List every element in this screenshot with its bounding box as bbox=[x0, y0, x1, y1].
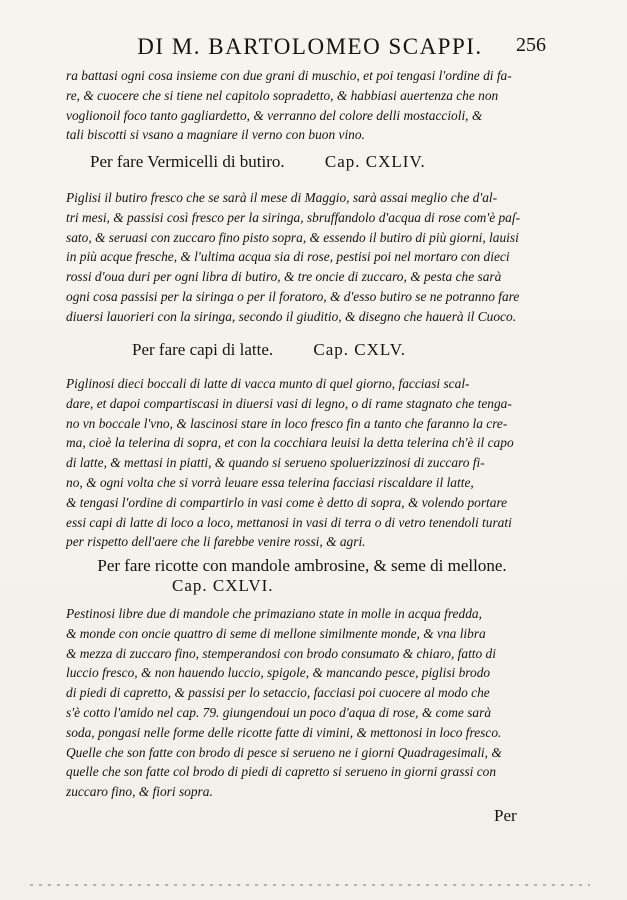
text-line: & monde con oncie quattro di seme di mellone similmente monde, & vna libra bbox=[66, 625, 486, 641]
text-line: in più acque fresche, & l'ultima acqua sia di rose, pestisi poi nel mortaro con dieci bbox=[66, 249, 510, 265]
text-block-cap144 bbox=[66, 188, 538, 327]
text-line: di piedi di capretto, & passisi per lo setaccio, facciasi poi cuocere al modo che bbox=[66, 685, 490, 701]
running-head: DI M. BARTOLOMEO SCAPPI. bbox=[137, 34, 483, 59]
page-number: 256 bbox=[516, 34, 546, 56]
chapter-number: Cap. CXLV. bbox=[313, 340, 407, 359]
chapter-title: Per fare Vermicelli di butiro. bbox=[90, 152, 285, 171]
text-line: tri mesi, & passisi così fresco per la siringa, sbruffandolo d'acqua di rose com'è paſ- bbox=[66, 209, 521, 225]
text-block-cap145 bbox=[66, 374, 538, 552]
chapter-number: Cap. CXLIV. bbox=[324, 152, 426, 171]
text-block-intro bbox=[66, 66, 538, 145]
text-line: di latte, & mettasi in piatti, & quando si serueno spoluerizzinosi di zuccaro fi- bbox=[66, 455, 485, 471]
catchword: Per bbox=[494, 806, 517, 825]
text-line: Piglisi il butiro fresco che se sarà il mese di Maggio, sarà assai meglio che d'al- bbox=[66, 190, 498, 205]
text-block-cap146 bbox=[66, 604, 538, 802]
chapter-number-146-line bbox=[150, 576, 450, 596]
text-line: no vn boccale l'vno, & lascinosi stare in loco fresco fin a tanto che faranno la cre- bbox=[66, 415, 508, 431]
text-line: tali biscotti si vsano a magniare il verno con buon vino. bbox=[66, 127, 365, 143]
page-edge-ornament bbox=[30, 884, 590, 886]
text-line: sato, & seruasi con zuccaro fino pisto sopra, & essendo il butiro di più giorni, lauisi bbox=[66, 229, 519, 245]
text-line: & tengasi l'ordine di compartirlo in vasi come è detto di sopra, & volendo portare bbox=[66, 494, 508, 510]
text-line: quelle che son fatte col brodo di piedi di capretto si serueno in giorni grassi con bbox=[66, 764, 497, 780]
chapter-heading-146 bbox=[66, 556, 538, 576]
text-line: zuccaro fino, & fiori sopra. bbox=[66, 784, 213, 800]
text-line: & mezza di zuccaro fino, stemperandosi con brodo consumato & chiaro, fatto di bbox=[66, 645, 496, 661]
text-line: ogni cosa passisi per la siringa o per il foratoro, & d'esso butiro se ne potranno fare bbox=[66, 288, 520, 304]
chapter-number: Cap. CXLVI. bbox=[172, 576, 274, 595]
text-line: luccio fresco, & non hauendo luccio, spigole, & mancando pesce, piglisi brodo bbox=[66, 665, 491, 681]
text-line: essi capi di latte di loco a loco, mettanosi in vasi di terra o di vetro tenendoli turati bbox=[66, 514, 512, 530]
text-line: ra battasi ogni cosa insieme con due grani di muschio, et poi tengasi l'ordine di fa- bbox=[66, 68, 512, 83]
text-line: soda, pongasi nelle forme delle ricotte fatte di vimini, & mettonosi in loco fresco. bbox=[66, 724, 502, 740]
chapter-heading-145 bbox=[66, 340, 538, 360]
text-line: rossi d'oua duri per ogni libra di butiro, & tre oncie di zuccaro, & pesta che sarà bbox=[66, 269, 502, 285]
text-line: diuersi lauorieri con la siringa, secondo il giuditio, & disegno che hauerà il Cuoco. bbox=[66, 308, 517, 324]
text-line: re, & cuocere che si tiene nel capitolo sopradetto, & habbiasi auertenza che non bbox=[66, 87, 499, 103]
chapter-title: Per fare ricotte con mandole ambrosine, & seme di mellone. bbox=[97, 556, 507, 575]
text-line: Piglinosi dieci boccali di latte di vacca munto di quel giorno, facciasi scal- bbox=[66, 376, 470, 391]
text-line: no, & ogni volta che si vorrà leuare essa telerina facciasi riscaldare il latte, bbox=[66, 474, 474, 490]
text-line: per rispetto dell'aere che li farebbe venire rossi, & agri. bbox=[66, 534, 366, 550]
text-line: voglionoil foco tanto gagliardetto, & verranno del colore delli mostaccioli, & bbox=[66, 107, 483, 123]
text-line: Quelle che son fatte con brodo di pesce si serueno ne i giorni Quadragesimali, & bbox=[66, 744, 502, 760]
chapter-title: Per fare capi di latte. bbox=[132, 340, 274, 359]
text-line: ma, cioè la telerina di sopra, et con la cocchiara leuisi la detta telerina ch'è il capo bbox=[66, 435, 514, 451]
chapter-heading-144 bbox=[66, 152, 538, 172]
text-line: Pestinosi libre due di mandole che primaziano state in molle in acqua fredda, bbox=[66, 606, 482, 621]
text-line: dare, et dapoi compartiscasi in diuersi vasi di legno, o di rame stagnato che tenga- bbox=[66, 395, 512, 411]
text-line: s'è cotto l'amido nel cap. 79. giungendoui un poco d'aqua di rose, & come sarà bbox=[66, 704, 492, 720]
